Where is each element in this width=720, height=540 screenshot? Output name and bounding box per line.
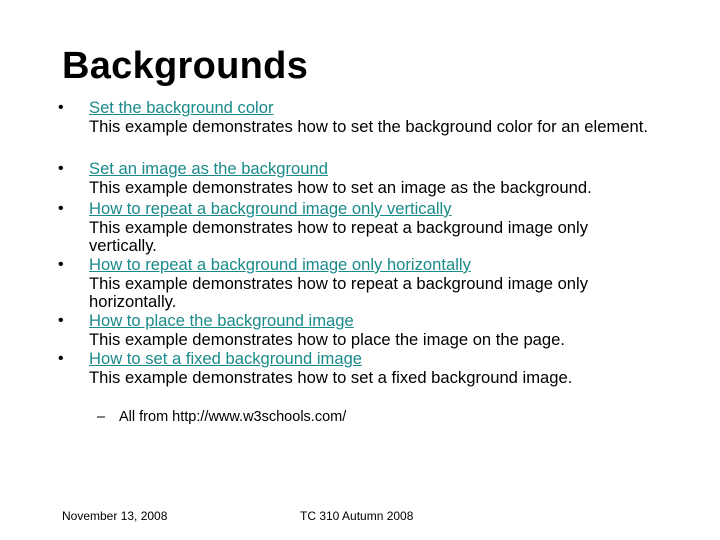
bullet-icon: •	[58, 160, 64, 177]
slide-title: Backgrounds	[62, 45, 309, 87]
source-note-text: All from http://www.w3schools.com/	[119, 409, 347, 425]
bullet-icon: •	[58, 350, 64, 367]
item-description: This example demonstrates how to place the image on the page.	[89, 329, 565, 349]
item-description: This example demonstrates how to set a fixed background image.	[89, 367, 573, 387]
link-place-background-image[interactable]: How to place the background image	[89, 311, 354, 330]
bullet-icon: •	[58, 99, 64, 116]
link-set-background-color[interactable]: Set the background color	[89, 98, 274, 117]
link-repeat-horizontally[interactable]: How to repeat a background image only horizontally	[89, 255, 471, 274]
dash-icon: –	[97, 409, 106, 425]
item-description: This example demonstrates how to set an image as the background.	[89, 177, 592, 197]
item-description: This example demonstrates how to repeat a background image only vertically.	[89, 217, 589, 256]
bullet-icon: •	[58, 312, 64, 329]
link-set-image-background[interactable]: Set an image as the background	[89, 159, 328, 178]
link-fixed-background-image[interactable]: How to set a fixed background image	[89, 349, 363, 368]
bullet-icon: •	[58, 200, 64, 217]
bullet-icon: •	[58, 256, 64, 273]
footer-course: TC 310 Autumn 2008	[300, 509, 414, 523]
source-note	[97, 408, 346, 426]
link-repeat-vertically[interactable]: How to repeat a background image only vertically	[89, 199, 452, 218]
item-description: This example demonstrates how to set the background color for an element.	[89, 116, 648, 136]
item-description: This example demonstrates how to repeat a background image only horizontally.	[89, 273, 589, 312]
footer-date: November 13, 2008	[62, 509, 168, 523]
